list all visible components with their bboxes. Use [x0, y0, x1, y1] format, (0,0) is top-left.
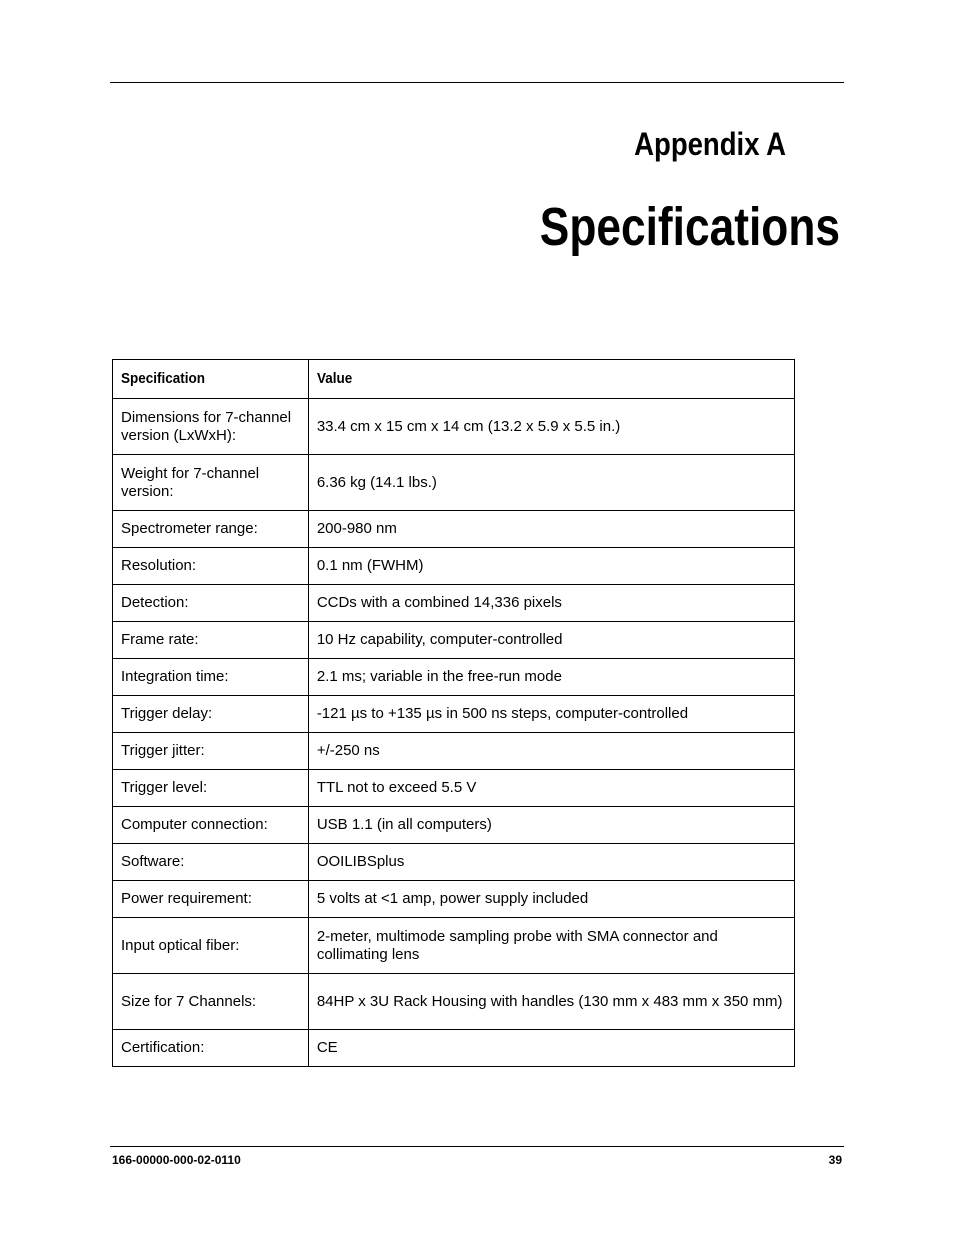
spec-cell: Trigger jitter:	[113, 733, 309, 770]
value-cell: 33.4 cm x 15 cm x 14 cm (13.2 x 5.9 x 5.5 in.)	[308, 399, 794, 455]
spec-cell: Integration time:	[113, 659, 309, 696]
value-cell: 0.1 nm (FWHM)	[308, 548, 794, 585]
table-row	[113, 974, 795, 1030]
specifications-table	[112, 359, 795, 1067]
spec-cell: Trigger delay:	[113, 696, 309, 733]
table-row	[113, 918, 795, 974]
table-row	[113, 881, 795, 918]
value-cell: TTL not to exceed 5.5 V	[308, 770, 794, 807]
value-cell: 5 volts at <1 amp, power supply included	[308, 881, 794, 918]
value-cell: 2-meter, multimode sampling probe with SMA connector and collimating lens	[308, 918, 794, 974]
value-cell: 200-980 nm	[308, 511, 794, 548]
table-row	[113, 807, 795, 844]
spec-cell: Size for 7 Channels:	[113, 974, 309, 1030]
spec-cell: Computer connection:	[113, 807, 309, 844]
table-row	[113, 585, 795, 622]
table-row	[113, 770, 795, 807]
table-row	[113, 622, 795, 659]
spec-cell: Frame rate:	[113, 622, 309, 659]
table-row	[113, 696, 795, 733]
table-row	[113, 399, 795, 455]
appendix-label: Appendix A	[634, 126, 786, 162]
spec-cell: Power requirement:	[113, 881, 309, 918]
value-cell: USB 1.1 (in all computers)	[308, 807, 794, 844]
table-row	[113, 548, 795, 585]
value-cell: 84HP x 3U Rack Housing with handles (130 mm x 483 mm x 350 mm)	[308, 974, 794, 1030]
spec-cell: Detection:	[113, 585, 309, 622]
spec-cell: Trigger level:	[113, 770, 309, 807]
spec-cell: Spectrometer range:	[113, 511, 309, 548]
column-header-value: Value	[308, 360, 794, 399]
column-header-specification: Specification	[113, 360, 309, 399]
value-cell: -121 µs to +135 µs in 500 ns steps, computer-controlled	[308, 696, 794, 733]
value-cell: CE	[308, 1030, 794, 1067]
value-cell: 10 Hz capability, computer-controlled	[308, 622, 794, 659]
header-rule	[110, 82, 844, 83]
value-cell: OOILIBSplus	[308, 844, 794, 881]
value-cell: 6.36 kg (14.1 lbs.)	[308, 455, 794, 511]
value-cell: 2.1 ms; variable in the free-run mode	[308, 659, 794, 696]
page-title: Specifications	[539, 197, 840, 257]
table-header-row	[113, 360, 795, 399]
table-row	[113, 455, 795, 511]
spec-cell: Dimensions for 7-channel version (LxWxH):	[113, 399, 309, 455]
spec-cell: Weight for 7-channel version:	[113, 455, 309, 511]
spec-cell: Certification:	[113, 1030, 309, 1067]
value-cell: CCDs with a combined 14,336 pixels	[308, 585, 794, 622]
table-row	[113, 1030, 795, 1067]
footer-rule	[110, 1146, 844, 1147]
table-row	[113, 733, 795, 770]
value-cell: +/-250 ns	[308, 733, 794, 770]
document-number: 166-00000-000-02-0110	[112, 1153, 241, 1167]
table-row	[113, 659, 795, 696]
table-row	[113, 511, 795, 548]
page-number: 39	[828, 1153, 842, 1167]
spec-cell: Software:	[113, 844, 309, 881]
spec-cell: Input optical fiber:	[113, 918, 309, 974]
table-row	[113, 844, 795, 881]
spec-cell: Resolution:	[113, 548, 309, 585]
